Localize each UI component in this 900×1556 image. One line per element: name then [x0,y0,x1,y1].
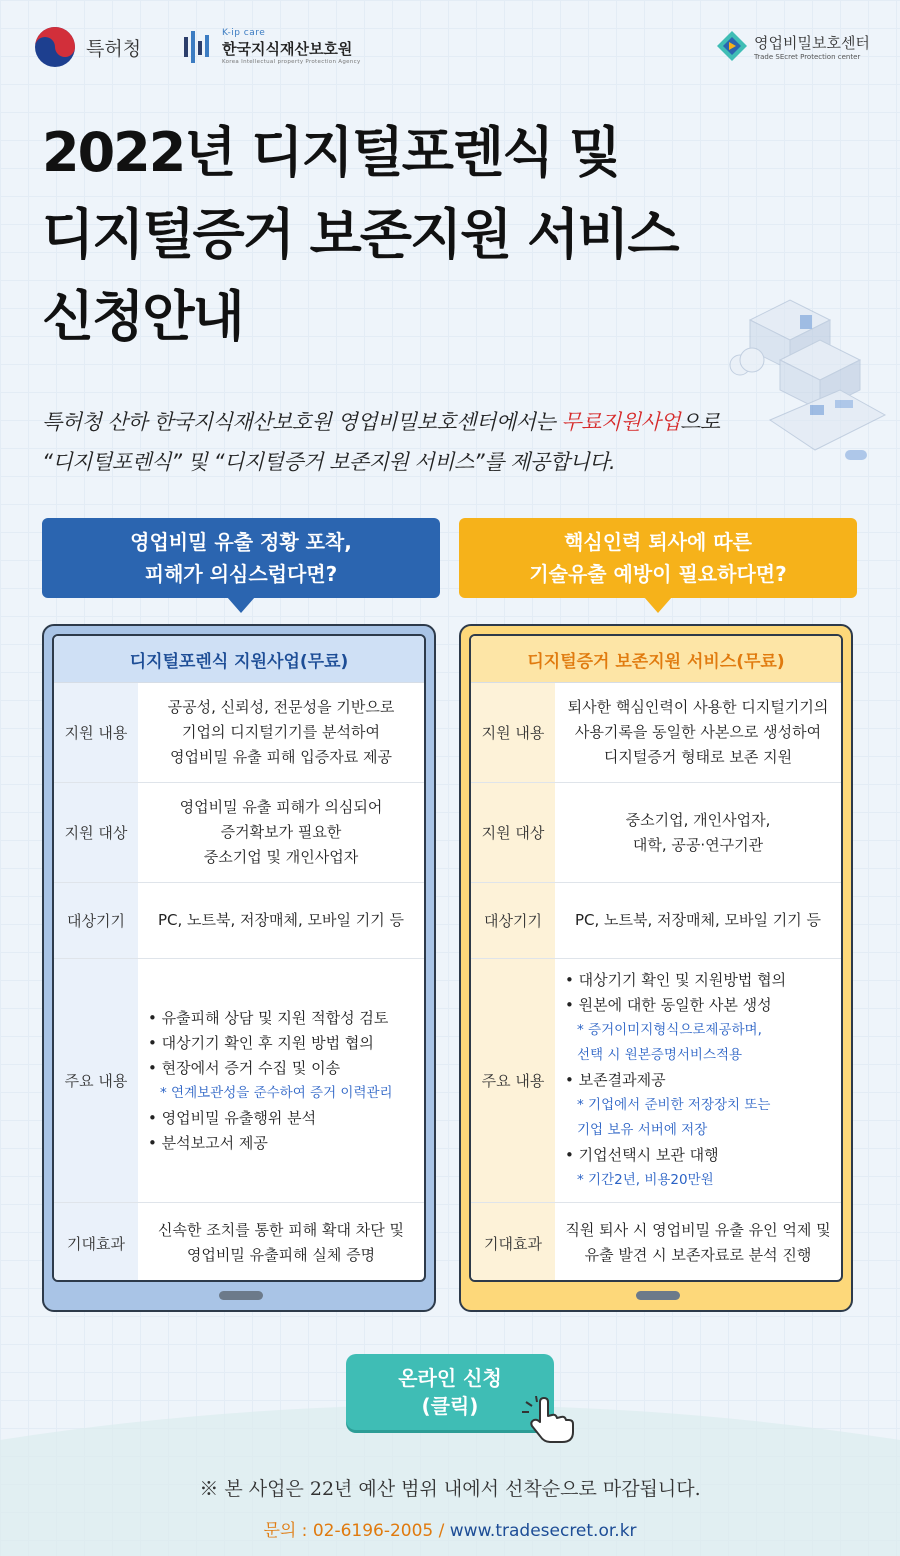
table-row [54,1203,424,1282]
apply-button-line-1: 온라인 신청 [398,1366,502,1390]
intro-line-1-post: 으로 [680,410,720,434]
list-note: 기업 보유 서버에 저장 [577,1122,708,1138]
free-program-highlight: 무료지원사업 [561,410,681,434]
pointing-hand-icon [520,1396,580,1446]
tablet-home-button [636,1291,680,1300]
list-item: • 대상기기 확인 후 지원 방법 협의 [148,1033,374,1052]
row-label: 주요 내용 [54,959,138,1202]
row-content [138,959,424,1202]
list-note: * 기업에서 준비한 저장장치 또는 [577,1097,771,1113]
content-line: 퇴사한 핵심인력이 사용한 디지털기기의 [567,698,829,716]
list-item: • 현장에서 증거 수집 및 이송 [148,1058,341,1077]
content-line: 직원 퇴사 시 영업비밀 유출 유인 억제 및 [565,1221,831,1239]
row-content [138,683,424,782]
list-note: 선택 시 원본증명서비스적용 [577,1047,743,1063]
content-line: 증거확보가 필요한 [220,823,342,841]
table-row [471,783,841,883]
evidence-screen [469,634,843,1282]
intro-line-2: “디지털포렌식” 및 “디지털증거 보존지원 서비스”를 제공합니다. [42,450,616,474]
content-line: 유출 발견 시 보존자료로 분석 진행 [584,1246,812,1264]
title-line-2: 디지털증거 보존지원 서비스 [42,203,678,266]
row-label: 지원 내용 [54,683,138,782]
forensic-screen [52,634,426,1282]
server-illustration [700,280,890,470]
row-content [138,883,424,958]
row-label: 지원 대상 [54,783,138,882]
left-callout-line-2: 피해가 의심스럽다면? [144,562,338,586]
list-note: * 기간2년, 비용20만원 [577,1172,714,1188]
right-callout-line-1: 핵심인력 퇴사에 따른 [564,530,752,554]
table-row [471,883,841,959]
content-line: PC, 노트북, 저장매체, 모바일 기기 등 [157,911,405,929]
content-line: 대학, 공공·연구기관 [632,835,764,854]
row-label: 지원 내용 [471,683,555,782]
content-line: 신속한 조치를 통한 피해 확대 차단 및 [158,1221,404,1239]
koipa-name: 한국지식재산보호원 [222,40,353,58]
list-item: • 유출피해 상담 및 지원 적합성 검토 [148,1008,389,1027]
content-line: 영업비밀 유출 피해가 의심되어 [179,798,383,816]
row-content [555,959,841,1202]
right-callout [459,518,857,598]
taegeuk-icon [34,26,76,68]
tspc-name: 영업비밀보호센터 [754,33,870,52]
content-line: 사용기록을 동일한 사본으로 생성하여 [574,723,822,741]
row-content [555,883,841,958]
list-item: • 분석보고서 제공 [148,1133,268,1152]
row-label: 지원 대상 [471,783,555,882]
website-link[interactable]: www.tradesecret.or.kr [449,1521,637,1541]
left-callout [42,518,440,598]
tspc-logo [716,30,870,62]
left-callout-arrow [227,597,255,613]
left-callout-line-1: 영업비밀 유출 정황 포착, [130,530,352,554]
right-callout-arrow [644,597,672,613]
row-label: 기대효과 [471,1203,555,1282]
koipa-logo [184,28,361,65]
table-row [54,883,424,959]
contact-info [0,1516,900,1541]
kipo-label: 특허청 [86,37,142,60]
row-label: 대상기기 [471,883,555,958]
koipa-english: Korea Intellectual property Protection Agency [222,59,361,65]
row-label: 주요 내용 [471,959,555,1202]
list-item: • 기업선택시 보관 대행 [565,1146,719,1164]
row-label: 기대효과 [54,1203,138,1282]
koipa-bars-icon [184,31,214,63]
list-note: * 증거이미지형식으로제공하며, [577,1022,762,1038]
tspc-diamond-icon [716,30,748,62]
forensic-header: 디지털포렌식 지원사업(무료) [54,636,424,683]
list-note: * 연계보관성을 준수하여 증거 이력관리 [160,1084,393,1101]
list-item: • 대상기기 확인 및 지원방법 협의 [565,971,787,989]
row-content [555,683,841,782]
table-row [54,959,424,1203]
content-line: 기업의 디지털기기를 분석하여 [182,723,380,741]
intro-line-1-pre: 특허청 산하 한국지식재산보호원 영업비밀보호센터에서는 [42,410,562,434]
tablet-home-button [219,1291,263,1300]
row-content [138,783,424,882]
kipo-logo [34,26,141,68]
list-item: • 원본에 대한 동일한 사본 생성 [565,996,772,1014]
content-line: 디지털증거 형태로 보존 지원 [603,748,793,766]
evidence-tablet [459,624,853,1312]
title-line-3: 신청안내 [42,285,243,348]
right-callout-line-2: 기술유출 예방이 필요하다면? [529,562,787,586]
content-line: 영업비밀 유출 피해 입증자료 제공 [170,748,392,766]
tspc-english: Trade SEcret Protection center [754,52,861,61]
koipa-small-label: K-ip care [222,28,266,38]
row-content [138,1203,424,1282]
forensic-tablet [42,624,436,1312]
list-item: • 영업비밀 유출행위 분석 [148,1108,317,1127]
content-line: 중소기업 및 개인사업자 [203,848,359,866]
content-line: 영업비밀 유출피해 실체 증명 [186,1246,376,1264]
list-item: • 보존결과제공 [565,1071,666,1089]
table-row [54,783,424,883]
deadline-note: ※ 본 사업은 22년 예산 범위 내에서 선착순으로 마감됩니다. [199,1478,701,1500]
table-row [471,1203,841,1282]
intro-text [42,402,720,482]
row-label: 대상기기 [54,883,138,958]
row-content [555,783,841,882]
intro-line-1 [42,402,720,442]
table-row [54,683,424,783]
table-row [471,959,841,1203]
row-content [555,1203,841,1282]
title-line-1: 2022년 디지털포렌식 및 [42,121,620,184]
contact-phone: 문의 : 02-6196-2005 / [263,1521,450,1541]
evidence-header: 디지털증거 보존지원 서비스(무료) [471,636,841,683]
table-row [471,683,841,783]
apply-button-line-2: (클릭) [421,1394,479,1418]
content-line: 중소기업, 개인사업자, [625,810,771,829]
content-line: 공공성, 신뢰성, 전문성을 기반으로 [167,698,395,716]
content-line: PC, 노트북, 저장매체, 모바일 기기 등 [574,911,822,929]
